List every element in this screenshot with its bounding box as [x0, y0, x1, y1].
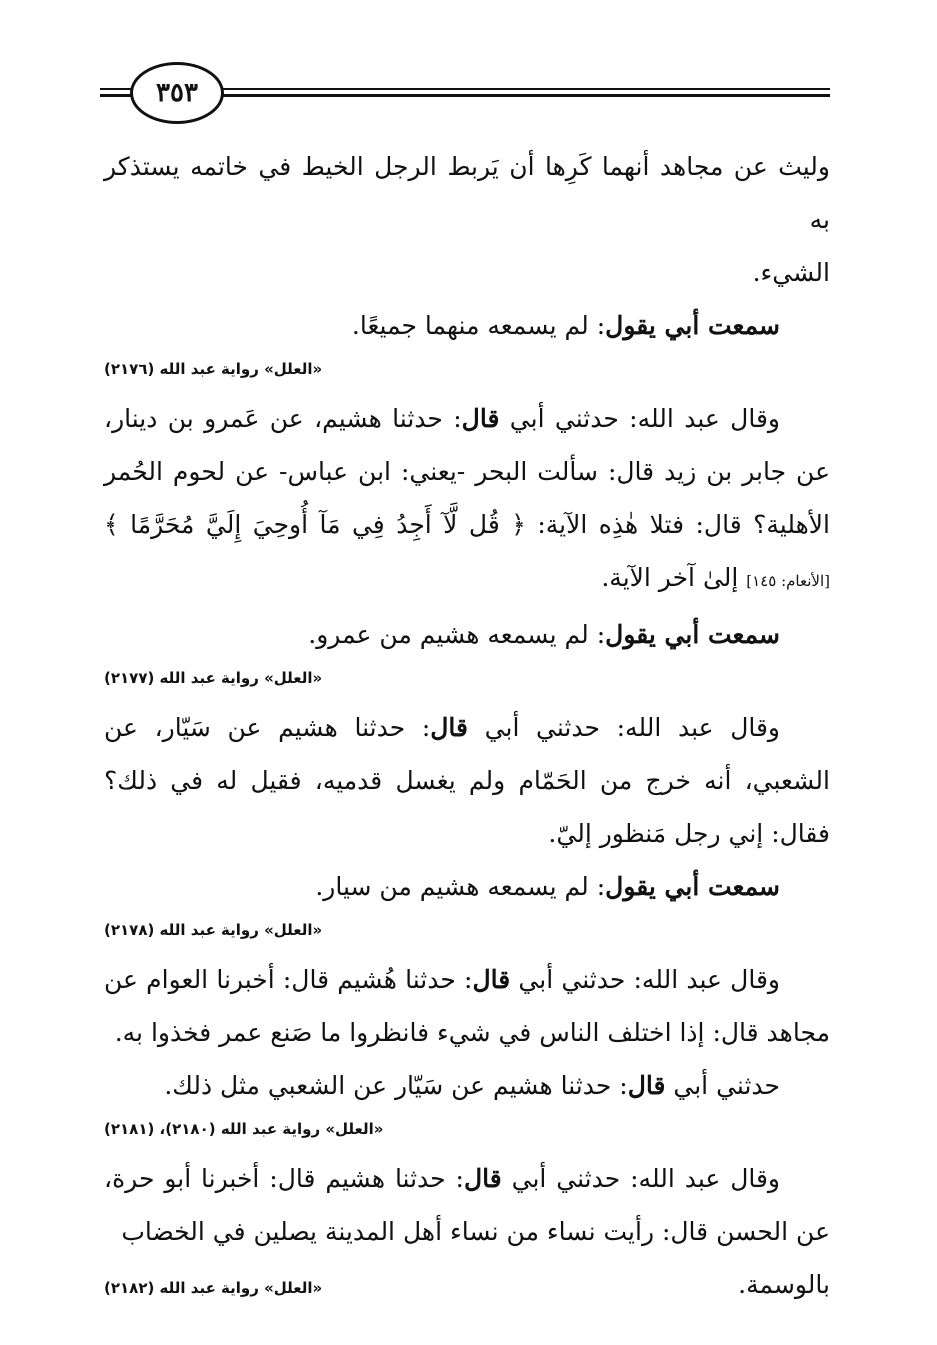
page-number: ٣٥٣	[130, 62, 224, 124]
reference-2: «العلل» رواية عبد الله (٢١٧٧)	[104, 669, 323, 687]
reference-1: «العلل» رواية عبد الله (٢١٧٦)	[104, 360, 323, 378]
paragraph-9: وقال عبد الله: حدثني أبي قال: حدثنا هشيم قال: أخبرنا أبو حرة، عن الحسن قال: رأيت نساء من نساء أهل المدينة يصلين في الخضاب	[104, 1164, 830, 1246]
page-header	[100, 52, 830, 132]
paragraph-8: حدثني أبي قال: حدثنا هشيم عن سَيّار عن الشعبي مثل ذلك.	[164, 1071, 780, 1100]
paragraph-2: سمعت أبي يقول: لم يسمعه منهما جميعًا.	[351, 311, 780, 340]
paragraph-9-last-line: بالوسمة. «العلل» رواية عبد الله (٢١٨٢)	[104, 1258, 830, 1315]
reference-3: «العلل» رواية عبد الله (٢١٧٨)	[104, 921, 323, 939]
quran-citation: [الأنعام: ١٤٥]	[746, 572, 830, 590]
paragraph-6: سمعت أبي يقول: لم يسمعه هشيم من سيار.	[315, 872, 780, 901]
paragraph-1: وليث عن مجاهد أنهما كَرِها أن يَربط الرجل الخيط في خاتمه يستذكر به الشيء.	[104, 152, 830, 287]
reference-4: «العلل» رواية عبد الله (٢١٨٠)، (٢١٨١)	[104, 1120, 384, 1138]
reference-5: «العلل» رواية عبد الله (٢١٨٢)	[104, 1279, 323, 1297]
page-body	[104, 140, 830, 1315]
paragraph-7: وقال عبد الله: حدثني أبي قال: حدثنا هُشيم قال: أخبرنا العوام عن مجاهد قال: إذا اختلف الناس في شيء فانظروا ما صَنع عمر فخذوا به.	[104, 965, 830, 1047]
paragraph-4: سمعت أبي يقول: لم يسمعه هشيم من عمرو.	[308, 620, 780, 649]
paragraph-5: وقال عبد الله: حدثني أبي قال: حدثنا هشيم عن سَيّار، عن الشعبي، أنه خرج من الحَمّام ولم يغسل قدميه، فقيل له في ذلك؟ فقال: إني رجل مَنظور إليّ.	[104, 713, 830, 848]
paragraph-3: وقال عبد الله: حدثني أبي قال: حدثنا هشيم، عن عَمرو بن دينار، عن جابر بن زيد قال: سألت البحر -يعني: ابن عباس- عن لحوم الحُمر الأهلية؟ قال: فتلا هٰذِه الآية: ﴿ قُل لَّآ أَجِدُ فِي مَآ أُوحِيَ إِلَيَّ مُحَرَّمًا ﴾ [الأنعام: ١٤٥] إلىٰ آخر الآية.	[104, 404, 830, 592]
